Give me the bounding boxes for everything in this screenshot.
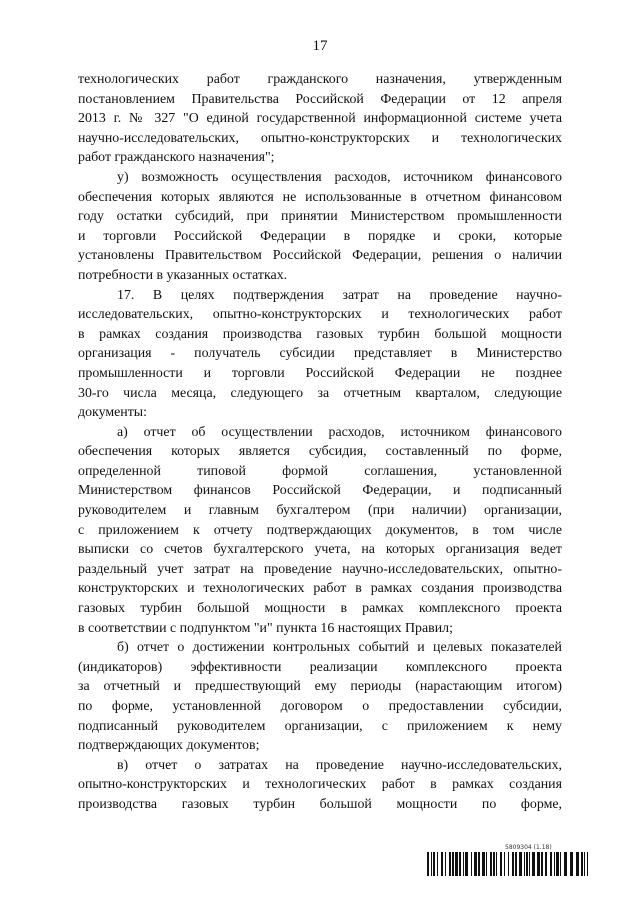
text-line: обеспечения которых являются не использованные в отчетном финансовом	[78, 189, 562, 205]
text-line: году остатки субсидий, при принятии Министерством промышленности	[78, 209, 562, 225]
barcode-block	[427, 843, 590, 876]
text-line: в рамках создания производства газовых турбин большой мощности	[78, 326, 562, 342]
text-line: определенной типовой формой соглашения, установленной	[78, 463, 562, 479]
text-line: с приложением к отчету подтверждающих документов, в том числе	[78, 522, 562, 538]
text-line: производства газовых турбин большой мощности по форме,	[78, 796, 562, 812]
text-line: и торговли Российской Федерации в порядке и сроки, которые	[78, 228, 562, 244]
text-line: документы:	[78, 405, 147, 421]
text-line: а) отчет об осуществлении расходов, источником финансового	[117, 424, 562, 440]
paragraph-section-17	[78, 286, 562, 423]
text-line: исследовательских, опытно-конструкторских и технологических работ	[78, 307, 562, 323]
text-line: конструкторских и технологических работ в рамках создания производства	[78, 581, 562, 597]
paragraph-item-b	[78, 638, 562, 756]
text-line: Министерством финансов Российской Федерации, и подписанный	[78, 483, 562, 499]
text-line: у) возможность осуществления расходов, источником финансового	[117, 169, 562, 185]
paragraph-item-a	[78, 423, 562, 639]
text-line: б) отчет о достижении контрольных событий и целевых показателей	[117, 640, 562, 656]
paragraph-item-u	[78, 168, 562, 286]
text-line: 30-го числа месяца, следующего за отчетным кварталом, следующие	[78, 385, 562, 401]
text-line: организация - получатель субсидии представляет в Министерство	[78, 346, 562, 362]
text-line: руководителем и главным бухгалтером (при наличии) организации,	[78, 503, 562, 519]
text-line: промышленности и торговли Российской Федерации не позднее	[78, 365, 562, 381]
text-line: 2013 г. № 327 "О единой государственной информационной системе учета	[78, 111, 562, 127]
paragraph-continuation	[78, 70, 562, 168]
text-line: в соответствии с подпунктом "и" пункта 16 настоящих Правил;	[78, 620, 453, 636]
text-line: подписанный руководителем организации, с приложением к нему	[78, 718, 562, 734]
barcode-icon	[427, 852, 590, 876]
text-line: постановлением Правительства Российской Федерации от 12 апреля	[78, 91, 562, 107]
body-text	[78, 70, 562, 815]
text-line: обеспечения которых является субсидия, составленный по форме,	[78, 444, 562, 460]
document-code: 5809304 (1.18)	[505, 844, 552, 851]
page-number: 17	[312, 38, 328, 54]
paragraph-item-v	[78, 756, 562, 815]
text-line: научно-исследовательских, опытно-конструкторских и технологических	[78, 130, 562, 146]
text-line: раздельный учет затрат на проведение научно-исследовательских, опытно-	[78, 561, 562, 577]
text-line: в) отчет о затратах на проведение научно-исследовательских,	[117, 757, 562, 773]
text-line: потребности в указанных остатках.	[78, 267, 288, 283]
text-line: газовых турбин большой мощности в рамках комплексного проекта	[78, 601, 562, 617]
text-line: подтверждающих документов;	[78, 738, 260, 754]
text-line: выписки со счетов бухгалтерского учета, на которых организация ведет	[78, 542, 562, 558]
text-line: 17. В целях подтверждения затрат на проведение научно-	[117, 287, 562, 303]
text-line: опытно-конструкторских и технологических работ в рамках создания	[78, 777, 562, 793]
text-line: по форме, установленной договором о предоставлении субсидии,	[78, 699, 562, 714]
text-line: работ гражданского назначения";	[78, 150, 275, 166]
text-line: установлены Правительством Российской Федерации, решения о наличии	[78, 248, 562, 264]
text-line: (индикаторов) эффективности реализации комплексного проекта	[78, 659, 562, 675]
text-line: технологических работ гражданского назначения, утвержденным	[78, 72, 562, 87]
text-line: за отчетный и предшествующий ему периоды (нарастающим итогом)	[78, 679, 562, 695]
